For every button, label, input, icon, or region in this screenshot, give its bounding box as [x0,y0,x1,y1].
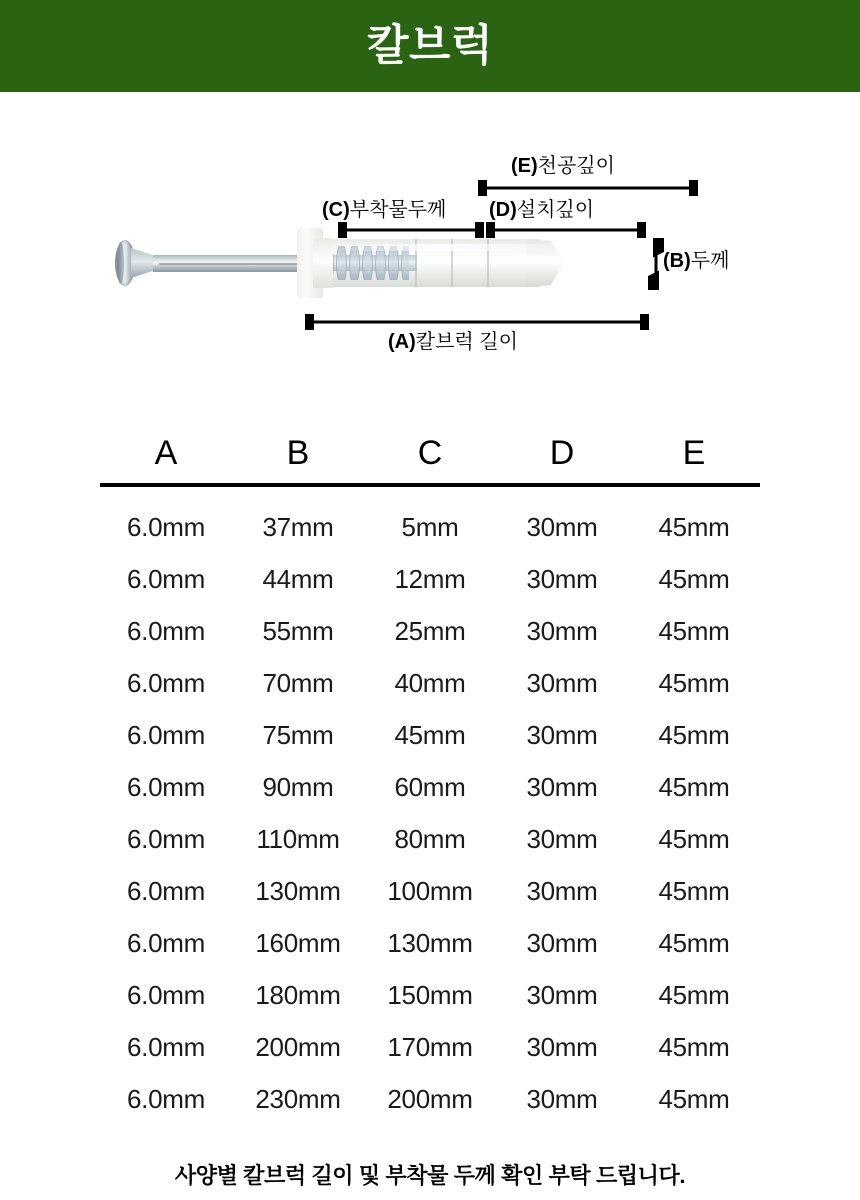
dimension-code-D: (D) [489,199,517,221]
cell-A-3: 6.0mm [127,615,205,646]
cell-D-2: 30mm [526,563,598,594]
table-row [100,1021,760,1073]
cell-E-2: 45mm [658,563,730,594]
table-row [100,709,760,761]
table-body [100,485,760,1125]
screw-thread [362,246,373,280]
footer-note: 사양별 칼브럭 길이 및 부착물 두께 확인 부탁 드립니다. [174,1163,686,1188]
screw-thread [336,246,347,280]
dimension-code-A: (A) [388,331,416,353]
cell-E-4: 45mm [658,667,730,698]
cell-C-7: 80mm [394,823,466,854]
screw-thread [375,246,386,280]
column-header-C: C [364,434,496,485]
cell-A-1: 6.0mm [127,511,205,542]
dimension-label-C [322,200,446,220]
dimension-text-E: 천공깊이 [537,155,615,177]
screw-thread [388,246,399,280]
dimension-text-B: 두께 [690,250,730,272]
cell-D-9: 30mm [526,927,598,958]
cell-A-5: 6.0mm [127,719,205,750]
cell-D-12: 30mm [526,1083,598,1114]
cell-A-2: 6.0mm [127,563,205,594]
cell-C-10: 150mm [387,979,473,1010]
dimension-text-A: 칼브럭 길이 [415,331,518,353]
cell-E-1: 45mm [658,511,730,542]
cell-D-1: 30mm [526,511,598,542]
cell-B-10: 180mm [255,979,341,1010]
table-header-row [100,434,760,485]
dimension-arrow-D [486,222,646,238]
cell-E-3: 45mm [658,615,730,646]
cell-B-12: 230mm [255,1083,341,1114]
screw-thread [349,246,360,280]
cell-A-9: 6.0mm [127,927,205,958]
dimension-arrow-C [338,222,484,238]
table-row [100,761,760,813]
cell-D-8: 30mm [526,875,598,906]
table-row [100,865,760,917]
cell-E-10: 45mm [658,979,730,1010]
nail-head-rim [117,242,124,284]
cell-C-8: 100mm [387,875,473,906]
cell-E-12: 45mm [658,1083,730,1114]
cell-E-8: 45mm [658,875,730,906]
cell-A-12: 6.0mm [127,1083,205,1114]
cell-E-11: 45mm [658,1031,730,1062]
cell-A-7: 6.0mm [127,823,205,854]
cell-D-4: 30mm [526,667,598,698]
table-row [100,553,760,605]
cell-D-3: 30mm [526,615,598,646]
cell-C-2: 12mm [394,563,466,594]
table-row [100,485,760,553]
table-row [100,969,760,1021]
cell-A-11: 6.0mm [127,1031,205,1062]
cell-A-8: 6.0mm [127,875,205,906]
column-header-B: B [232,434,364,485]
column-header-D: D [496,434,628,485]
cell-C-12: 200mm [387,1083,473,1114]
cell-B-8: 130mm [255,875,341,906]
plug-gloss-highlight [325,244,555,251]
cell-E-5: 45mm [658,719,730,750]
cell-C-3: 25mm [394,615,466,646]
dimension-code-B: (B) [663,250,691,272]
cell-A-10: 6.0mm [127,979,205,1010]
cell-B-6: 90mm [262,771,334,802]
cell-D-11: 30mm [526,1031,598,1062]
cell-A-6: 6.0mm [127,771,205,802]
cell-B-7: 110mm [256,823,340,854]
dimension-arrow-B [648,238,664,290]
dimension-code-E: (E) [511,155,538,177]
table-row [100,605,760,657]
page-title: 칼브럭 [366,21,494,70]
dimension-text-D: 설치깊이 [516,199,595,221]
dimension-text-C: 부착물두께 [349,199,447,221]
cell-C-11: 170mm [387,1031,473,1062]
nail-shaft-highlight [159,263,299,265]
dimension-label-D [489,200,594,220]
screw-thread-zone [321,246,409,280]
product-dimension-diagram [0,134,860,434]
column-header-E: E [628,434,760,485]
cell-B-1: 37mm [262,511,334,542]
cell-B-4: 70mm [262,667,334,698]
cell-E-6: 45mm [658,771,730,802]
specification-table [100,434,760,1125]
dimension-label-A [388,332,518,352]
cell-D-7: 30mm [526,823,598,854]
cell-B-3: 55mm [262,615,334,646]
dimension-arrow-A [305,314,649,330]
cell-E-7: 45mm [658,823,730,854]
cell-A-4: 6.0mm [127,667,205,698]
screw-thread [401,246,409,280]
table-row [100,813,760,865]
column-header-A: A [100,434,232,485]
cell-B-5: 75mm [262,719,334,750]
cell-D-5: 30mm [526,719,598,750]
dimension-label-B [663,251,729,271]
table-row [100,917,760,969]
dimension-arrow-E [478,180,698,196]
cell-C-5: 45mm [394,719,466,750]
dimension-label-E [511,156,615,176]
cell-C-4: 40mm [394,667,466,698]
table-row [100,1073,760,1125]
cell-C-6: 60mm [394,771,466,802]
dimension-code-C: (C) [322,199,350,221]
cell-C-1: 5mm [401,511,459,542]
cell-B-2: 44mm [262,563,334,594]
header-banner [0,0,860,92]
table-row [100,657,760,709]
cell-E-9: 45mm [658,927,730,958]
cell-B-9: 160mm [255,927,341,958]
cell-D-10: 30mm [526,979,598,1010]
cell-C-9: 130mm [387,927,473,958]
cell-B-11: 200mm [255,1031,341,1062]
cell-D-6: 30mm [526,771,598,802]
